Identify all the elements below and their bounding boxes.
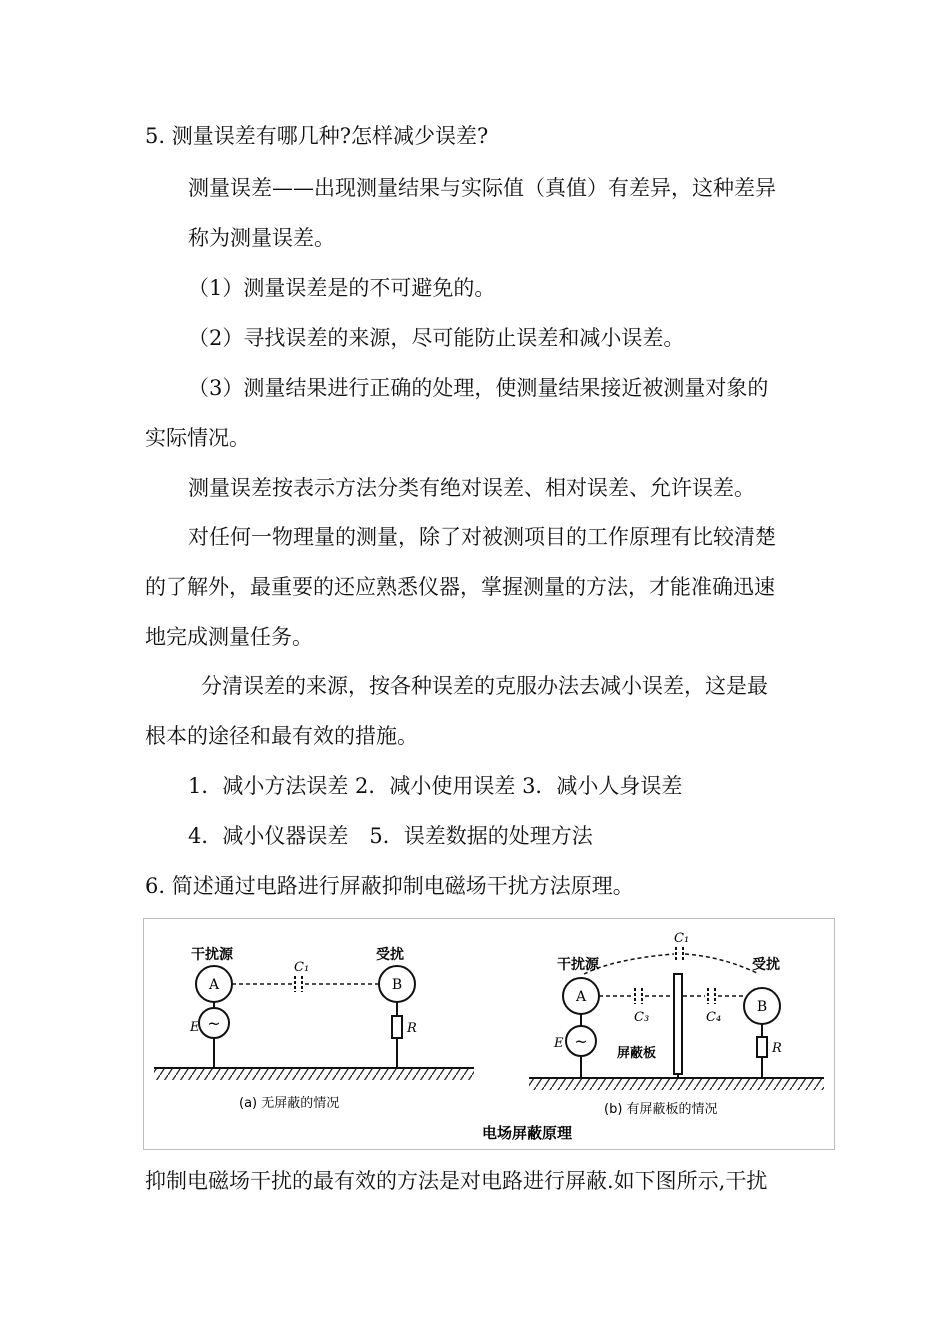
methods-line-2: 4．减小仪器误差 5．误差数据的处理方法 bbox=[188, 824, 593, 848]
resistor-label-b: R bbox=[772, 1041, 782, 1056]
node-b-label-b: B bbox=[756, 999, 768, 1015]
definition-line-1: 测量误差——出现测量结果与实际值（真值）有差异，这种差异 bbox=[188, 176, 776, 200]
coupling-path-top-right bbox=[685, 954, 759, 974]
resistor-label-a: R bbox=[407, 1021, 417, 1036]
q6-heading: 6. 简述通过电路进行屏蔽抑制电磁场干扰方法原理。 bbox=[145, 874, 634, 898]
point-3-line-2: 实际情况。 bbox=[145, 426, 250, 450]
diagram-b bbox=[529, 931, 824, 1117]
node-a-label-a: A bbox=[208, 977, 220, 993]
emf-label-a: E bbox=[190, 1020, 200, 1035]
para1-line-2: 的了解外，最重要的还应熟悉仪器，掌握测量的方法，才能准确迅速 bbox=[145, 575, 775, 599]
cap-c1-label-b: C₁ bbox=[674, 931, 690, 946]
caption-a: (a) 无屏蔽的情况 bbox=[239, 1096, 340, 1111]
ac-symbol-b-icon: ~ bbox=[574, 1032, 588, 1051]
point-2: （2）寻找误差的来源，尽可能防止误差和减小误差。 bbox=[188, 326, 685, 350]
shielding-figure bbox=[143, 918, 835, 1150]
resistor-a bbox=[392, 1016, 402, 1038]
node-a-label-b: A bbox=[575, 989, 587, 1005]
para2-line-1: 分清误差的来源，按各种误差的克服办法去减小误差，这是最 bbox=[201, 674, 768, 698]
ground-hatch-b bbox=[529, 1078, 824, 1090]
para2-line-2: 根本的途径和最有效的措施。 bbox=[145, 724, 418, 748]
shield-plate bbox=[674, 974, 682, 1074]
caption-b: (b) 有屏蔽板的情况 bbox=[604, 1102, 718, 1117]
definition-line-2: 称为测量误差。 bbox=[188, 226, 335, 250]
figure-title: 电场屏蔽原理 bbox=[482, 1124, 573, 1142]
classification-line: 测量误差按表示方法分类有绝对误差、相对误差、允许误差。 bbox=[188, 476, 755, 500]
cap-c4-label-b: C₄ bbox=[706, 1010, 722, 1025]
emf-label-b: E bbox=[554, 1036, 564, 1051]
para1-line-3: 地完成测量任务。 bbox=[145, 625, 313, 649]
cap-c1-label-a: C₁ bbox=[294, 960, 310, 975]
resistor-b bbox=[757, 1037, 767, 1057]
q6-body-line-1: 抑制电磁场干扰的最有效的方法是对电路进行屏蔽.如下图所示,干扰 bbox=[145, 1169, 768, 1193]
methods-line-1: 1．减小方法误差 2．减小使用误差 3．减小人身误差 bbox=[188, 774, 683, 798]
point-3-line-1: （3）测量结果进行正确的处理，使测量结果接近被测量对象的 bbox=[188, 376, 769, 400]
cap-c3-label-b: C₃ bbox=[634, 1010, 650, 1025]
shield-label-b: 屏蔽板 bbox=[617, 1046, 657, 1061]
point-1: （1）测量误差是的不可避免的。 bbox=[188, 276, 496, 300]
shielding-diagram bbox=[144, 919, 834, 1149]
victim-label-b: 受扰 bbox=[752, 957, 780, 973]
ground-hatch-a bbox=[154, 1068, 474, 1080]
source-label-b: 干扰源 bbox=[557, 957, 599, 973]
diagram-a bbox=[154, 946, 474, 1111]
source-label-a: 干扰源 bbox=[191, 947, 233, 963]
q5-heading: 5. 测量误差有哪几种?怎样减少误差? bbox=[145, 124, 489, 148]
node-b-label-a: B bbox=[391, 977, 403, 993]
ac-symbol-icon: ~ bbox=[207, 1014, 221, 1033]
victim-label-a: 受扰 bbox=[376, 947, 404, 963]
para1-line-1: 对任何一物理量的测量，除了对被测项目的工作原理有比较清楚 bbox=[188, 525, 776, 549]
